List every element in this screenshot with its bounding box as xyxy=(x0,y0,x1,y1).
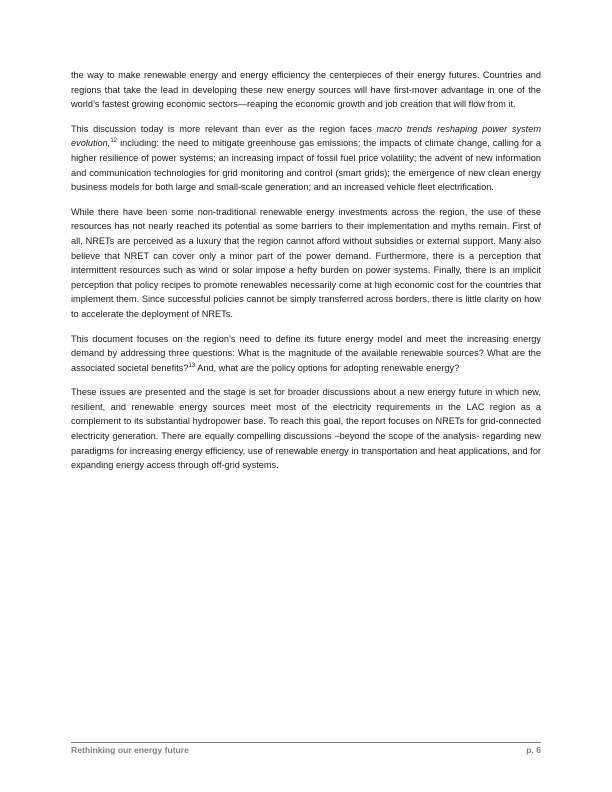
paragraph-1: the way to make renewable energy and energy efficiency the centerpieces of their energy futures. Countries and regions that take the lead in developing these new energy sources will have first-mover advantage in one of the world’s fastest growing economic sectors—reaping the economic growth and job creation that will flow from it. xyxy=(71,70,541,110)
body-text xyxy=(71,68,541,483)
paragraph-2-emphasis: macro trends reshaping power system evolution, xyxy=(71,123,542,149)
paragraph-4-lead: This document focuses on the region’s need to define its future energy model and meet the increasing energy demand by addressing three questions: What is the magnitude of the available renewable sources? What are the associated societal benefits? xyxy=(71,333,541,373)
page-number: p. 6 xyxy=(526,745,541,755)
footer-divider xyxy=(71,742,541,743)
page-footer xyxy=(71,745,541,755)
paragraph-2-rest: including: the need to mitigate greenhouse gas emissions; the impacts of climate change, calling for a higher resilience of power systems; an increasing impact of fossil fuel price volatility; the advent of new information and communication technologies for grid monitoring and control (smart grids); the emergence of new clean energy business models for both large and small-scale generation; and an increased vehicle fleet electrification. xyxy=(71,138,541,193)
paragraph-2 xyxy=(71,122,541,195)
paragraph-5: These issues are presented and the stage is set for broader discussions about a new energy future in which new, resilient, and renewable energy sources meet most of the electricity requirements in the LAC region as a complement to its substantial hydropower base. To reach this goal, the report focuses on NRETs for grid-connected electricity generation. There are equally compelling discussions –beyond the scope of the analysis- regarding new paradigms for increasing energy efficiency, use of renewable energy in transportation and heat applications, and for expanding energy access through off-grid systems. xyxy=(71,387,541,471)
paragraph-2-lead: This discussion today is more relevant than ever as the region faces xyxy=(71,123,377,134)
footnote-ref-12[interactable]: 12 xyxy=(110,138,118,145)
paragraph-4-rest: And, what are the policy options for adopting renewable energy? xyxy=(195,362,460,373)
paragraph-3: While there have been some non-traditional renewable energy investments across the region, the use of these resources has not nearly reached its potential as some barriers to their implementation and myths remain. First of all, NRETs are perceived as a luxury that the region cannot afford without subsidies or external support. Many also believe that NRET can cover only a minor part of the power demand. Furthermore, there is a perception that intermittent resources such as wind or solar impose a hefty burden on power systems. Finally, there is an implicit perception that policy recipes to promote renewables necessarily come at high economic cost for the countries that implement them. Since successful policies cannot be simply transferred across borders, there is little clarity on how to accelerate the deployment of NRETs. xyxy=(71,206,541,319)
paragraph-4 xyxy=(71,332,541,376)
footer-title: Rethinking our energy future xyxy=(71,745,189,755)
footnote-ref-13[interactable]: 13 xyxy=(188,362,196,369)
